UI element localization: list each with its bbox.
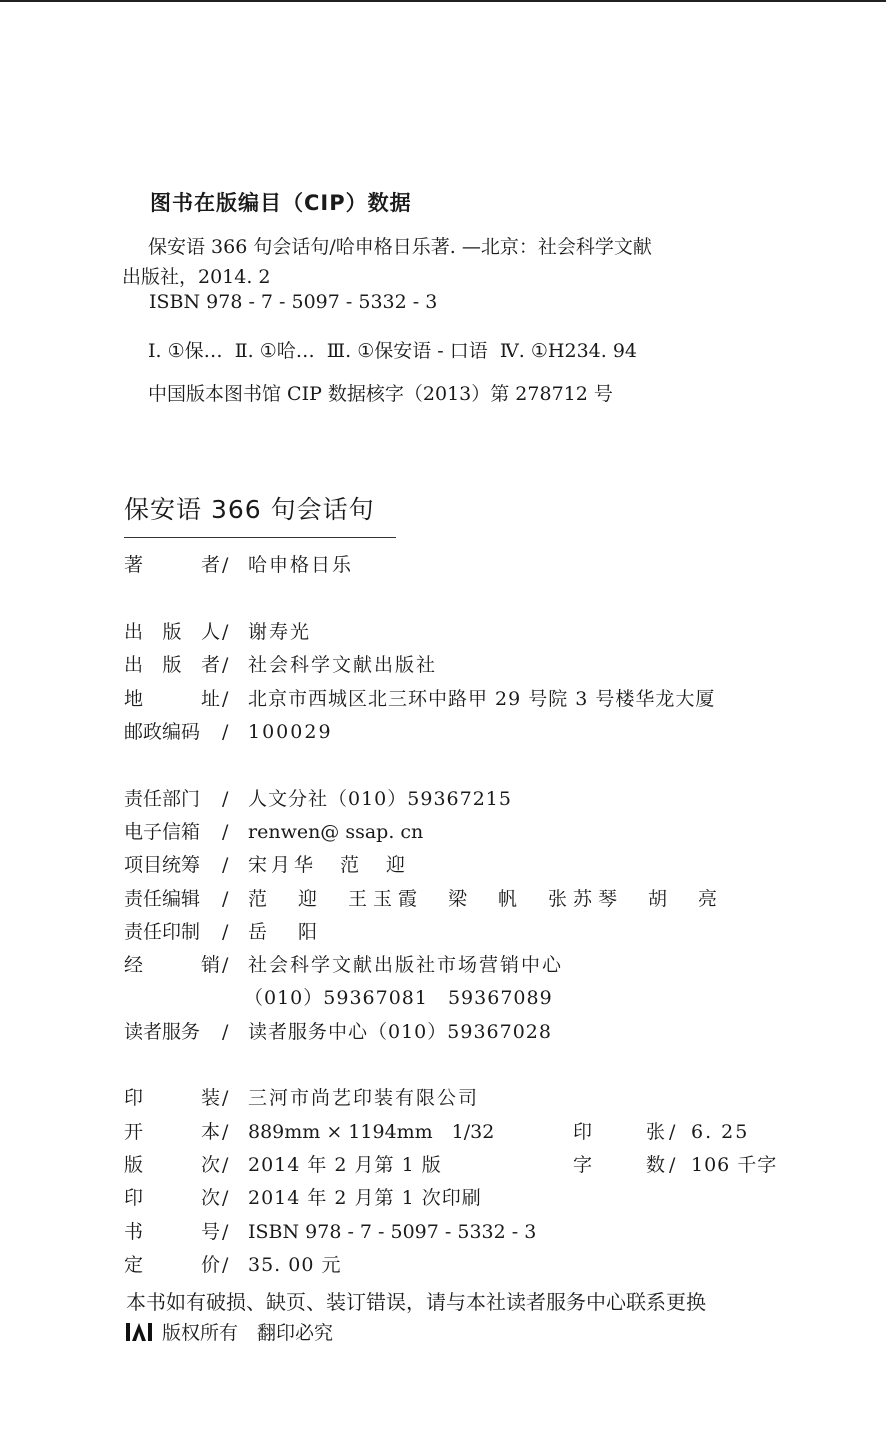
credit-row-publisher: 出 版 者 / 社会科学文献出版社 <box>124 651 220 679</box>
credit-value-price: 35. 00 元 <box>248 1254 342 1276</box>
credit-value-email: renwen@ ssap. cn <box>248 821 424 843</box>
credit-value-dept: 人文分社（010）59367215 <box>248 788 512 810</box>
credit-value-author: 哈申格日乐 <box>248 554 354 576</box>
credit-label-dept: 责任部门 <box>124 788 201 810</box>
credit-value-distributor: 社会科学文献出版社市场营销中心 <box>248 954 564 976</box>
credit-label-words: 字 数 <box>573 1154 665 1176</box>
credit-value-distributor-phone: （010）59367081 59367089 <box>244 987 553 1009</box>
credit-label-editors: 责任编辑 <box>124 888 201 910</box>
credit-row-distributor: 经 销 / 社会科学文献出版社市场营销中心 <box>124 951 220 979</box>
credit-value-printer: 三河市尚艺印装有限公司 <box>248 1087 480 1109</box>
credit-label-coordinator: 项目统筹 <box>124 854 201 876</box>
damage-notice: 本书如有破损、缺页、装订错误，请与本社读者服务中心联系更换 <box>126 1290 706 1314</box>
credit-value-impression: 2014 年 2 月第 1 次印刷 <box>248 1187 482 1209</box>
credit-label-email: 电子信箱 <box>124 821 201 843</box>
credit-label-printing-editor: 责任印制 <box>124 921 201 943</box>
credit-label-reader-service: 读者服务 <box>124 1021 201 1043</box>
credit-row-dept: 责任部门 / 人文分社（010）59367215 <box>124 785 200 813</box>
credit-row-printer: 印 装 / 三河市尚艺印装有限公司 <box>124 1084 220 1112</box>
credit-value-words: 106 千字 <box>691 1154 778 1176</box>
credit-label-publisher-person: 出 版 人 <box>124 621 220 643</box>
credit-label-distributor: 经 销 <box>124 954 220 976</box>
credit-row-isbn: 书 号 / ISBN 978 - 7 - 5097 - 5332 - 3 <box>124 1218 220 1246</box>
credit-row-editors: 责任编辑 / 范 迎 王玉霞 梁 帆 张苏琴 胡 亮 <box>124 885 200 913</box>
rights-text: 版权所有 翻印必究 <box>162 1322 334 1344</box>
credit-label-sheets: 印 张 <box>573 1121 665 1143</box>
credit-value-printing-editor: 岳 阳 <box>248 921 324 943</box>
book-title: 保安语 366 句会话句 <box>124 495 375 524</box>
credit-value-sheets: 6. 25 <box>691 1121 750 1143</box>
publisher-logo-icon <box>126 1321 152 1343</box>
credit-row-printing-editor: 责任印制 / 岳 阳 <box>124 918 200 946</box>
credit-label-author: 著 者 <box>124 554 220 576</box>
credit-value-publisher: 社会科学文献出版社 <box>248 654 438 676</box>
credit-row-coordinator: 项目统筹 / 宋月华 范 迎 <box>124 851 200 879</box>
top-border-line <box>0 0 886 2</box>
cip-line-1: 保安语 366 句会话句/哈申格日乐著. —北京：社会科学文献 <box>148 236 652 258</box>
credit-row-author: 著 者 / 哈申格日乐 <box>124 551 246 579</box>
credit-label-impression: 印 次 <box>124 1187 220 1209</box>
credit-value-isbn: ISBN 978 - 7 - 5097 - 5332 - 3 <box>248 1221 537 1243</box>
credit-label-printer: 印 装 <box>124 1087 220 1109</box>
credit-label-postcode: 邮政编码 <box>124 721 201 743</box>
credit-row-address: 地 址 / 北京市西城区北三环中路甲 29 号院 3 号楼华龙大厦 <box>124 685 220 713</box>
credit-row-postcode: 邮政编码 / 100029 <box>124 718 200 746</box>
credit-label-price: 定 价 <box>124 1254 220 1276</box>
credit-label-publisher: 出 版 者 <box>124 654 220 676</box>
credit-row-reader-service: 读者服务 / 读者服务中心（010）59367028 <box>124 1018 200 1046</box>
credit-row-publisher-person: 出 版 人 / 谢寿光 <box>124 618 220 646</box>
credit-value-address: 北京市西城区北三环中路甲 29 号院 3 号楼华龙大厦 <box>248 688 716 710</box>
credit-row-words: 字 数 / 106 千字 <box>573 1151 665 1179</box>
credit-row-edition: 版 次 / 2014 年 2 月第 1 版 <box>124 1151 220 1179</box>
credit-label-edition: 版 次 <box>124 1154 220 1176</box>
cip-isbn-line: ISBN 978 - 7 - 5097 - 5332 - 3 <box>149 291 438 313</box>
credit-value-publisher-person: 谢寿光 <box>248 621 312 643</box>
cip-heading: 图书在版编目（CIP）数据 <box>150 191 412 215</box>
credit-value-edition: 2014 年 2 月第 1 版 <box>248 1154 442 1176</box>
credit-row-email: 电子信箱 / renwen@ ssap. cn <box>124 818 200 846</box>
credit-row-sheets: 印 张 / 6. 25 <box>573 1118 665 1146</box>
credit-label-isbn: 书 号 <box>124 1221 220 1243</box>
title-underline <box>124 537 396 538</box>
credit-label-address: 地 址 <box>124 688 220 710</box>
credit-row-impression: 印 次 / 2014 年 2 月第 1 次印刷 <box>124 1184 220 1212</box>
rights-line <box>126 1318 333 1345</box>
credit-row-format: 开 本 / 889mm × 1194mm 1/32 <box>124 1118 220 1146</box>
credit-value-editors: 范 迎 王玉霞 梁 帆 张苏琴 胡 亮 <box>248 888 724 910</box>
cip-line-2: 出版社，2014. 2 <box>122 266 271 288</box>
credit-value-coordinator: 宋月华 范 迎 <box>248 854 410 876</box>
credit-value-postcode: 100029 <box>248 721 333 743</box>
credit-value-reader-service: 读者服务中心（010）59367028 <box>248 1021 552 1043</box>
credit-row-distributor-phone <box>244 984 553 1012</box>
credit-row-price: 定 价 / 35. 00 元 <box>124 1251 220 1279</box>
credit-label-format: 开 本 <box>124 1121 220 1143</box>
cip-verification-line: 中国版本图书馆 CIP 数据核字（2013）第 278712 号 <box>148 383 613 405</box>
cip-classification-line: Ⅰ. ①保… Ⅱ. ①哈… Ⅲ. ①保安语 - 口语 Ⅳ. ①H234. 94 <box>148 340 637 362</box>
credit-value-format: 889mm × 1194mm 1/32 <box>248 1121 495 1143</box>
